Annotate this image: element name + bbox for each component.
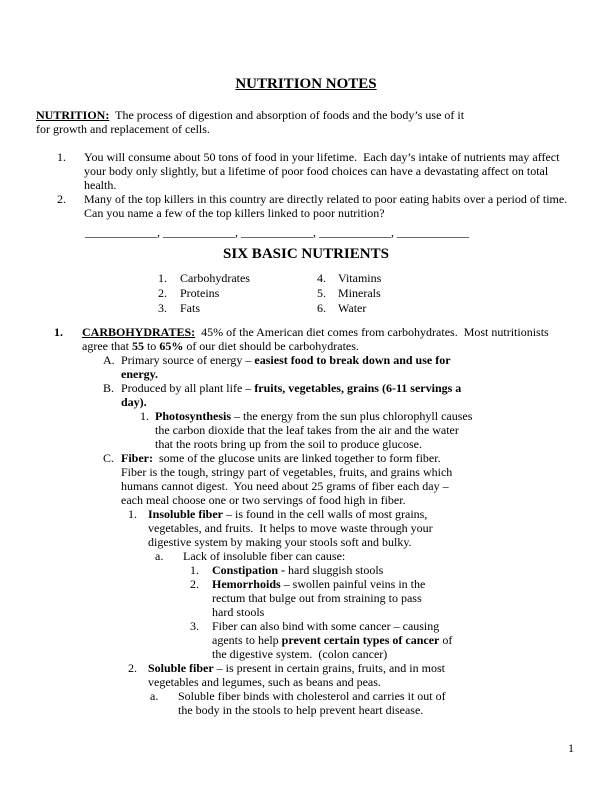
list-marker: 3. bbox=[158, 301, 167, 315]
text-line bbox=[121, 493, 452, 507]
fill-in-blanks: ____________, ____________, ____________, ____________, ____________ bbox=[85, 225, 469, 239]
lack-of-fiber-item bbox=[155, 549, 612, 563]
text-line bbox=[36, 108, 612, 122]
text-run: digestive system by making your stools soft and bulky. bbox=[148, 535, 412, 549]
list-marker: 2. bbox=[158, 286, 167, 300]
bold-term: 55 bbox=[131, 339, 144, 353]
list-marker: 1. bbox=[190, 563, 199, 577]
text-line bbox=[121, 381, 461, 395]
list-marker: 1. bbox=[128, 507, 137, 521]
nutrient-row bbox=[0, 286, 612, 301]
soluble-fiber-term: Soluble fiber bbox=[148, 661, 214, 675]
text-run: Many of the top killers in this country are directly related to poor eating habits over a period of time. bbox=[84, 192, 568, 206]
text-line bbox=[178, 703, 446, 717]
text-line bbox=[212, 577, 425, 591]
text-run: that the roots bring up from the soil to produce glucose. bbox=[155, 437, 422, 451]
bold-term: energy. bbox=[121, 367, 158, 381]
list-marker: 4. bbox=[317, 271, 326, 285]
text-run: 45% of the American diet comes from carbohydrates. Most nutritionists bbox=[195, 325, 549, 339]
text-run: rectum that bulge out from straining to pass bbox=[212, 591, 422, 605]
document-title bbox=[0, 0, 612, 92]
text-run: Can you name a few of the top killers linked to poor nutrition? bbox=[84, 206, 385, 220]
text-run: for growth and replacement of cells. bbox=[36, 122, 210, 136]
soluble-binds-item bbox=[150, 689, 612, 717]
list-marker: 5. bbox=[317, 286, 326, 300]
list-marker: 1. bbox=[57, 150, 66, 164]
nutrient-label: Proteins bbox=[180, 286, 220, 300]
text-run: Lack of insoluble fiber can cause: bbox=[183, 549, 346, 563]
list-marker: a. bbox=[155, 549, 164, 563]
bold-term: 65% bbox=[159, 339, 184, 353]
text-line bbox=[121, 395, 461, 409]
six-basic-nutrients-heading: SIX BASIC NUTRIENTS bbox=[223, 246, 389, 262]
hemorrhoids-term: Hemorrhoids bbox=[212, 577, 281, 591]
list-marker: 3. bbox=[190, 619, 199, 633]
nutrients-list bbox=[0, 271, 612, 316]
nutrient-label: Water bbox=[338, 301, 367, 315]
fact-item-1 bbox=[57, 150, 612, 192]
hemorrhoids-text bbox=[212, 577, 425, 619]
text-run: each meal choose one or two servings of food high in fiber. bbox=[121, 493, 406, 507]
text-line bbox=[178, 689, 446, 703]
text-run: Produced by all plant life – bbox=[121, 381, 255, 395]
text-run: – swollen painful veins in the bbox=[280, 577, 426, 591]
list-marker: 2. bbox=[128, 661, 137, 675]
text-run: to bbox=[143, 339, 160, 353]
text-run: – is present in certain grains, fruits, and in most bbox=[213, 661, 445, 675]
carbohydrates-section bbox=[54, 325, 612, 353]
text-run: of bbox=[439, 633, 453, 647]
constipation-text bbox=[212, 563, 383, 577]
carbohydrates-term: CARBOHYDRATES: bbox=[82, 325, 196, 339]
text-line bbox=[121, 465, 452, 479]
text-line bbox=[212, 591, 425, 605]
page-number: 1 bbox=[568, 741, 574, 755]
text-line bbox=[82, 325, 549, 339]
list-marker: 1. bbox=[140, 409, 149, 423]
text-line bbox=[84, 192, 567, 206]
photosynthesis-text bbox=[155, 409, 472, 451]
list-marker: 2. bbox=[190, 577, 199, 591]
text-line bbox=[148, 507, 433, 521]
text-run: some of the glucose units are linked together to form fiber. bbox=[153, 451, 441, 465]
indent-spacer bbox=[0, 286, 158, 301]
cancer-text bbox=[212, 619, 452, 661]
constipation-term: Constipation - bbox=[212, 563, 286, 577]
fiber-text bbox=[121, 451, 452, 507]
text-run: humans cannot digest. You need about 25 grams of fiber each day – bbox=[121, 479, 449, 493]
text-line bbox=[212, 605, 425, 619]
fact-item-2 bbox=[57, 192, 612, 220]
text-run: You will consume about 50 tons of food in your lifetime. Each day’s intake of nutrients may affect bbox=[84, 150, 560, 164]
insoluble-fiber-term: Insoluble fiber bbox=[148, 507, 224, 521]
text-run: the body in the stools to help prevent heart disease. bbox=[178, 703, 424, 717]
document-title-text: NUTRITION NOTES bbox=[235, 76, 377, 92]
outline-item-a bbox=[103, 353, 612, 381]
text-line bbox=[212, 619, 452, 633]
fact-item-1-text bbox=[84, 150, 559, 192]
text-line bbox=[121, 353, 451, 367]
soluble-fiber-item bbox=[128, 661, 612, 689]
fiber-item bbox=[103, 451, 612, 507]
text-run: Fiber can also bind with some cancer – causing bbox=[212, 619, 440, 633]
text-run: Fiber is the tough, stringy part of vegetables, fruits, and grains which bbox=[121, 465, 453, 479]
list-marker: 1. bbox=[158, 271, 167, 285]
text-line bbox=[148, 661, 445, 675]
list-marker: a. bbox=[150, 689, 159, 703]
text-line bbox=[148, 675, 445, 689]
carbohydrates-text bbox=[82, 325, 549, 353]
text-run: hard sluggish stools bbox=[285, 563, 384, 577]
lack-of-fiber-text bbox=[183, 549, 345, 563]
text-line bbox=[155, 409, 472, 423]
text-line bbox=[121, 479, 452, 493]
text-run: of our diet should be carbohydrates. bbox=[183, 339, 359, 353]
outline-item-a-text bbox=[121, 353, 451, 381]
text-line bbox=[212, 647, 452, 661]
text-line bbox=[84, 164, 559, 178]
bold-term: fruits, vegetables, grains (6-11 servings a bbox=[254, 381, 462, 395]
list-marker: 2. bbox=[57, 192, 66, 206]
bold-term: easiest food to break down and use for bbox=[254, 353, 451, 367]
text-run: vegetables and legumes, such as beans and peas. bbox=[148, 675, 381, 689]
nutrient-label: Minerals bbox=[338, 286, 381, 300]
outline-item-b-text bbox=[121, 381, 461, 409]
text-line bbox=[148, 521, 433, 535]
text-run: hard stools bbox=[212, 605, 265, 619]
fact-item-2-text bbox=[84, 192, 567, 220]
bold-term: prevent certain types of cancer bbox=[281, 633, 440, 647]
nutrient-row bbox=[0, 301, 612, 316]
text-line bbox=[36, 122, 612, 136]
text-line bbox=[84, 150, 559, 164]
nutrient-row bbox=[0, 271, 612, 286]
text-line bbox=[84, 206, 567, 220]
list-marker: 6. bbox=[317, 301, 326, 315]
bold-term: day). bbox=[121, 395, 147, 409]
hemorrhoids-item bbox=[190, 577, 612, 619]
text-line bbox=[155, 437, 472, 451]
nutrient-label: Fats bbox=[180, 301, 201, 315]
indent-spacer bbox=[0, 301, 158, 316]
list-marker: A. bbox=[103, 353, 115, 367]
nutrition-term: NUTRITION: bbox=[36, 108, 110, 122]
text-run: Soluble fiber binds with cholesterol and carries it out of bbox=[178, 689, 446, 703]
text-line bbox=[82, 339, 549, 353]
nutrient-label: Carbohydrates bbox=[180, 271, 250, 285]
text-line bbox=[183, 549, 345, 563]
text-line bbox=[212, 563, 383, 577]
text-run: – the energy from the sun plus chlorophyll causes bbox=[231, 409, 473, 423]
constipation-item bbox=[190, 563, 612, 577]
text-run: agree that bbox=[82, 339, 132, 353]
soluble-fiber-text bbox=[148, 661, 445, 689]
text-run: health. bbox=[84, 178, 117, 192]
text-line bbox=[84, 178, 559, 192]
soluble-binds-text bbox=[178, 689, 446, 717]
text-run: agents to help bbox=[212, 633, 282, 647]
text-run: – is found in the cell walls of most grains, bbox=[223, 507, 428, 521]
text-run: vegetables, and fruits. It helps to move waste through your bbox=[148, 521, 433, 535]
list-marker: C. bbox=[103, 451, 115, 465]
nutrition-definition bbox=[36, 108, 612, 136]
insoluble-fiber-item bbox=[128, 507, 612, 549]
text-line bbox=[121, 451, 452, 465]
list-marker: B. bbox=[103, 381, 115, 395]
text-line bbox=[155, 423, 472, 437]
text-line bbox=[121, 367, 451, 381]
outline-item-b bbox=[103, 381, 612, 409]
nutrient-label: Vitamins bbox=[338, 271, 382, 285]
indent-spacer bbox=[0, 271, 158, 286]
text-line bbox=[148, 535, 433, 549]
list-marker: 1. bbox=[54, 325, 63, 339]
fiber-term: Fiber: bbox=[121, 451, 153, 465]
text-run: Primary source of energy – bbox=[121, 353, 255, 367]
text-run: the digestive system. (colon cancer) bbox=[212, 647, 388, 661]
text-line bbox=[212, 633, 452, 647]
text-run: your body only slightly, but a lifetime of poor food choices can have a devastating affect on total bbox=[84, 164, 549, 178]
photosynthesis-term: Photosynthesis bbox=[155, 409, 232, 423]
photosynthesis-item bbox=[140, 409, 612, 451]
insoluble-fiber-text bbox=[148, 507, 433, 549]
text-run: The process of digestion and absorption of foods and the body’s use of it bbox=[109, 108, 465, 122]
cancer-item bbox=[190, 619, 612, 661]
text-run: the carbon dioxide that the leaf takes from the air and the water bbox=[155, 423, 459, 437]
